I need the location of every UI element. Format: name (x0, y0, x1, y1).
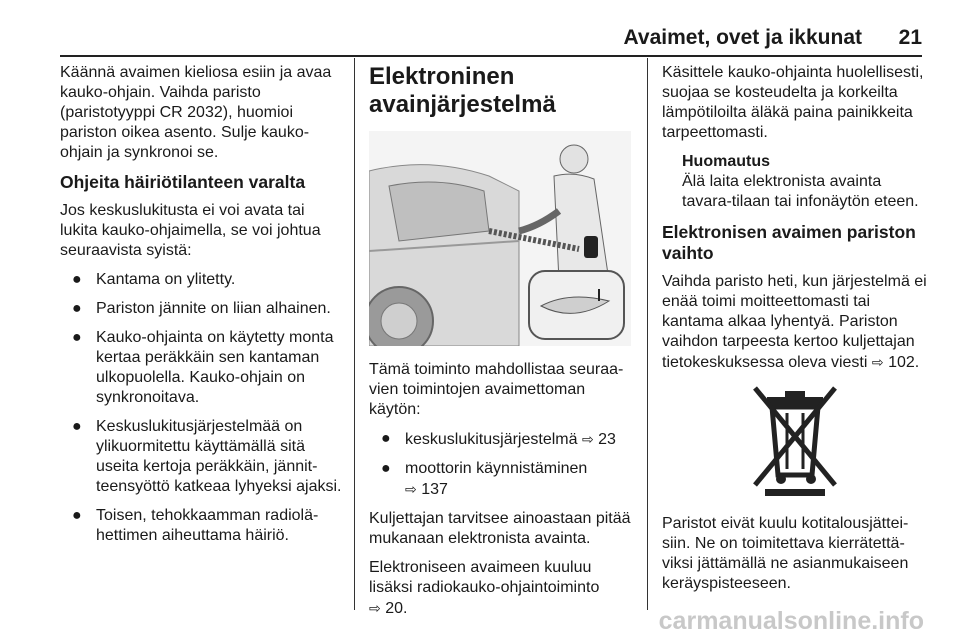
page-header (60, 26, 922, 56)
page-number: 21 (898, 26, 922, 49)
battery-heading: Elektronisen avaimen pariston vaihto (662, 222, 916, 263)
bullet-icon: ● (72, 271, 82, 288)
troubleshooting-heading: Ohjeita häiriötilanteen varalta (60, 172, 306, 192)
battery-paragraph: Vaihda paristo heti, kun järjestelmä ei enää toimi moitteettomasti tai kantama alkaa lyhentyä. Pariston vaihdon tarpeesta kertoo kuljettajan tietokeskuksessa oleva viesti ⇨ 102. (662, 273, 927, 371)
note-box (662, 152, 928, 212)
header-rule (60, 55, 922, 57)
driver-paragraph: Kuljettajan tarvitsee ainoastaan pitää mukanaan elektronista avainta. (369, 510, 631, 547)
watermark: carmanualsonline.info (658, 607, 924, 635)
page-reference[interactable]: 23 (598, 431, 616, 448)
ref-arrow-icon: ⇨ (871, 354, 884, 370)
care-paragraph: Käsittele kauko-ohjainta huolellisesti, suojaa se kosteudelta ja korkeilta lämpötiloilta äläkä paina painikkeita tarpeettomasti. (662, 64, 924, 141)
bullet-icon: ● (381, 460, 391, 477)
ref-arrow-icon: ⇨ (369, 600, 381, 616)
feature-list (369, 429, 635, 500)
bullet-icon: ● (72, 418, 82, 435)
keyless-entry-illustration (369, 131, 631, 346)
page-reference[interactable]: 137 (421, 481, 448, 498)
page-reference[interactable]: 20. (385, 600, 408, 617)
troubleshooting-paragraph: Jos keskuslukitusta ei voi avata tai lukita kauko-ohjaimella, se voi johtua seuraavista syistä: (60, 202, 321, 259)
disposal-paragraph: Paristot eivät kuulu kotitalousjättei-siin. Ne on toimitettava kierrätettä-viksi jättämällä ne asianmukaiseen keräyspisteeseen. (662, 515, 909, 592)
ref-arrow-icon: ⇨ (581, 431, 594, 447)
causes-list (60, 270, 344, 546)
ref-arrow-icon: ⇨ (405, 481, 417, 497)
page-reference[interactable]: 102. (888, 354, 920, 371)
bullet-icon: ● (72, 329, 82, 346)
list-item: ● Kantama on ylitetty. (72, 271, 236, 288)
list-item: ● Keskuslukitusjärjestelmää on ylikuormitettu käyttämällä sitä useita kertoja peräkkäin, jännit-teensyöttö katkeaa lyhyeksi ajaksi. (72, 418, 342, 495)
intro-paragraph: Käännä avaimen kieliosa esiin ja avaa kauko-ohjain. Vaihda paristo (paristotyyppi CR 2032), huomioi pariston oikea asento. Sulje kauko-ohjain ja synkronoi se. (60, 64, 332, 161)
section-title: Elektroninen avainjärjestelmä (369, 63, 556, 118)
feature-paragraph: Tämä toiminto mahdollistaa seuraa-vien toimintojen avaimettoman käytön: (369, 361, 624, 418)
bullet-icon: ● (381, 430, 391, 447)
column-divider-2 (647, 58, 648, 610)
list-item: ● moottorin käynnistäminen ⇨ 137 (381, 460, 588, 498)
bullet-icon: ● (72, 507, 82, 524)
bullet-icon: ● (72, 300, 82, 317)
column-1 (60, 63, 344, 555)
list-item: ● Toisen, tehokkaamman radiolä-hettimen aiheuttama häiriö. (72, 507, 319, 544)
crossed-bin-icon (745, 383, 845, 498)
column-divider-1 (354, 58, 355, 610)
list-item: ● Pariston jännite on liian alhainen. (72, 300, 331, 317)
list-item: ● keskuslukitusjärjestelmä ⇨ 23 (381, 430, 616, 448)
list-item: ● Kauko-ohjainta on käytetty monta kertaa peräkkäin sen kantaman ulkopuolella. Kauko-ohjain on synkronoitava. (72, 329, 334, 406)
note-title: Huomautus (682, 153, 770, 170)
remote-paragraph: Elektroniseen avaimeen kuuluu lisäksi radiokauko-ohjaintoiminto ⇨ 20. (369, 559, 600, 617)
column-3 (662, 63, 928, 603)
note-text: Älä laita elektronista avainta tavara-tilaan tai infonäytön eteen. (682, 173, 919, 210)
header-title: Avaimet, ovet ja ikkunat (623, 26, 862, 49)
column-2 (369, 63, 635, 628)
